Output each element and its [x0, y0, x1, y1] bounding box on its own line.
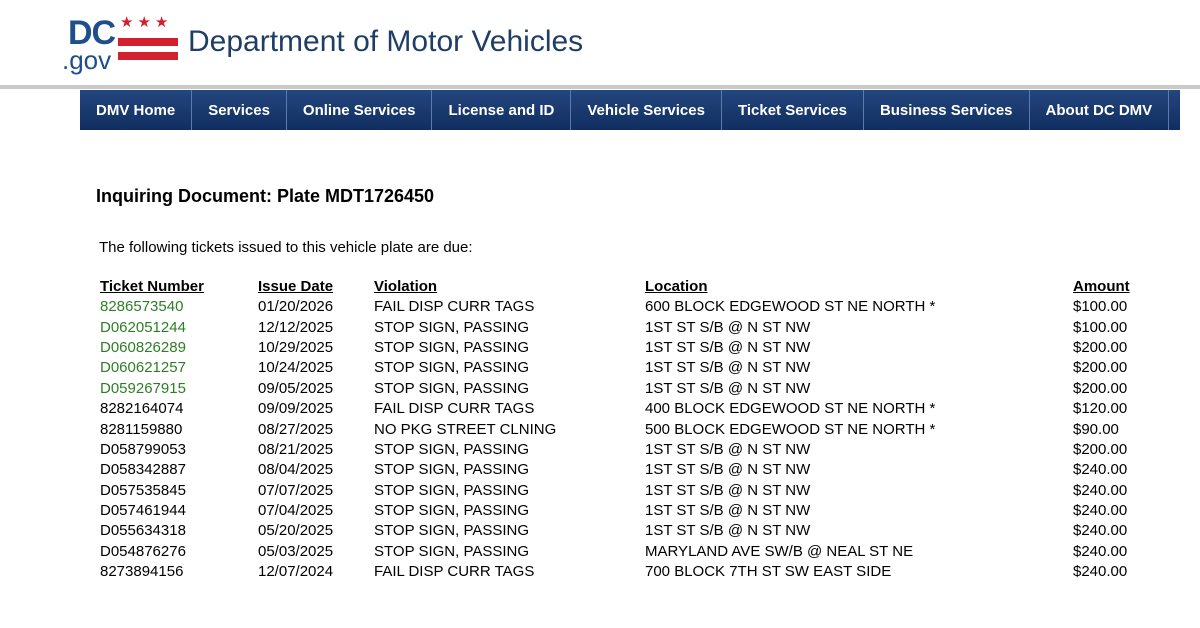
ticket-number-link[interactable]: D060826289: [100, 338, 186, 356]
issue-date-cell: 07/07/2025: [258, 481, 334, 499]
location-cell: 1ST ST S/B @ N ST NW: [645, 440, 811, 458]
violation-cell: STOP SIGN, PASSING: [374, 522, 530, 540]
location-cell: 1ST ST S/B @ N ST NW: [645, 461, 811, 479]
amount-cell: $100.00: [1073, 318, 1128, 336]
logo-flag-bar-top: [118, 38, 178, 46]
nav-item-services[interactable]: Services: [192, 90, 287, 130]
page-title: Inquiring Document: Plate MDT1726450: [96, 186, 435, 206]
amount-cell: $200.00: [1073, 379, 1128, 397]
issue-date-cell: 12/12/2025: [258, 318, 334, 336]
amount-cell: $240.00: [1073, 542, 1128, 560]
table-row: [96, 521, 1139, 541]
location-cell: 1ST ST S/B @ N ST NW: [645, 481, 811, 499]
amount-cell: $240.00: [1073, 563, 1128, 581]
ticket-number-cell: [96, 460, 254, 480]
nav-item-vehicle-services[interactable]: Vehicle Services: [571, 90, 722, 130]
violation-cell: STOP SIGN, PASSING: [374, 502, 530, 520]
violation-cell: STOP SIGN, PASSING: [374, 461, 530, 479]
issue-date-cell: 05/03/2025: [258, 542, 334, 560]
ticket-number-text: D058799053: [100, 440, 186, 458]
ticket-number-text: D055634318: [100, 522, 186, 540]
ticket-number-text: D057461944: [100, 502, 186, 520]
column-header-issue-date: Issue Date: [258, 278, 334, 295]
ticket-number-cell: [96, 419, 254, 439]
issue-date-cell: 05/20/2025: [258, 522, 334, 540]
violation-cell: STOP SIGN, PASSING: [374, 542, 530, 560]
ticket-number-text: 8273894156: [100, 563, 184, 581]
ticket-number-text: D058342887: [100, 461, 186, 479]
ticket-number-link[interactable]: D062051244: [100, 318, 186, 336]
issue-date-cell: 07/04/2025: [258, 502, 334, 520]
column-header-ticket-number: Ticket Number: [100, 278, 204, 295]
table-row: [96, 317, 1139, 337]
ticket-number-text: 8281159880: [100, 420, 183, 438]
issue-date-cell: 08/27/2025: [258, 420, 334, 438]
ticket-number-cell: [96, 379, 254, 399]
table-row: [96, 481, 1139, 501]
ticket-number-text: D057535845: [100, 481, 186, 499]
location-cell: 1ST ST S/B @ N ST NW: [645, 318, 811, 336]
violation-cell: STOP SIGN, PASSING: [374, 379, 530, 397]
amount-cell: $200.00: [1073, 440, 1128, 458]
amount-cell: $200.00: [1073, 359, 1128, 377]
issue-date-cell: 10/24/2025: [258, 359, 334, 377]
amount-cell: $200.00: [1073, 338, 1128, 356]
logo-flag-bar-bottom: [118, 52, 178, 60]
ticket-number-cell: [96, 481, 254, 501]
amount-cell: $240.00: [1073, 502, 1128, 520]
column-header-location: Location: [645, 278, 708, 295]
ticket-number-cell: [96, 440, 254, 460]
ticket-number-cell: [96, 317, 254, 337]
violation-cell: STOP SIGN, PASSING: [374, 338, 530, 356]
table-row: [96, 379, 1139, 399]
nav-item-about-dc-dmv[interactable]: About DC DMV: [1030, 90, 1170, 130]
location-cell: 1ST ST S/B @ N ST NW: [645, 522, 811, 540]
ticket-number-cell: [96, 297, 254, 317]
location-cell: 600 BLOCK EDGEWOOD ST NE NORTH *: [645, 298, 936, 316]
ticket-number-cell: [96, 501, 254, 521]
amount-cell: $240.00: [1073, 522, 1128, 540]
violation-cell: NO PKG STREET CLNING: [374, 420, 557, 438]
site-title: Department of Motor Vehicles: [188, 25, 584, 58]
nav-item-dmv-home[interactable]: DMV Home: [80, 90, 192, 130]
logo-dc-text: DC: [68, 14, 116, 52]
violation-cell: FAIL DISP CURR TAGS: [374, 563, 535, 581]
issue-date-cell: 09/05/2025: [258, 379, 334, 397]
violation-cell: FAIL DISP CURR TAGS: [374, 298, 535, 316]
table-row: [96, 297, 1139, 317]
issue-date-cell: 08/04/2025: [258, 461, 334, 479]
table-row: [96, 419, 1139, 439]
issue-date-cell: 12/07/2024: [258, 563, 334, 581]
nav-item-license-and-id[interactable]: License and ID: [432, 90, 571, 130]
intro-text: The following tickets issued to this vehicle plate are due:: [99, 239, 473, 256]
amount-cell: $240.00: [1073, 481, 1128, 499]
amount-cell: $120.00: [1073, 400, 1128, 418]
column-header-amount: Amount: [1073, 278, 1130, 295]
location-cell: MARYLAND AVE SW/B @ NEAL ST NE: [645, 542, 914, 560]
location-cell: 1ST ST S/B @ N ST NW: [645, 359, 811, 377]
location-cell: 1ST ST S/B @ N ST NW: [645, 379, 811, 397]
violation-cell: STOP SIGN, PASSING: [374, 318, 530, 336]
table-row: [96, 562, 1139, 582]
table-row: [96, 460, 1139, 480]
nav-filler: [1169, 90, 1180, 130]
column-header-violation: Violation: [374, 278, 438, 295]
issue-date-cell: 10/29/2025: [258, 338, 334, 356]
violation-cell: STOP SIGN, PASSING: [374, 440, 530, 458]
site-header: [0, 0, 1200, 86]
issue-date-cell: 01/20/2026: [258, 298, 334, 316]
location-cell: 400 BLOCK EDGEWOOD ST NE NORTH *: [645, 400, 936, 418]
main-nav: [80, 90, 1180, 130]
table-row: [96, 501, 1139, 521]
ticket-number-text: D054876276: [100, 542, 186, 560]
logo-stars-icon: ★★★: [120, 14, 173, 31]
nav-item-ticket-services[interactable]: Ticket Services: [722, 90, 864, 130]
amount-cell: $90.00: [1073, 420, 1119, 438]
ticket-number-cell: [96, 542, 254, 562]
location-cell: 1ST ST S/B @ N ST NW: [645, 502, 811, 520]
ticket-number-link[interactable]: D060621257: [100, 359, 186, 377]
ticket-number-text: 8282164074: [100, 400, 184, 418]
location-cell: 1ST ST S/B @ N ST NW: [645, 338, 811, 356]
nav-item-business-services[interactable]: Business Services: [864, 90, 1030, 130]
location-cell: 500 BLOCK EDGEWOOD ST NE NORTH *: [645, 420, 936, 438]
ticket-number-cell: [96, 399, 254, 419]
issue-date-cell: 09/09/2025: [258, 400, 334, 418]
amount-cell: $100.00: [1073, 298, 1128, 316]
ticket-number-link[interactable]: 8286573540: [100, 298, 184, 316]
logo-gov-text: .gov: [62, 45, 112, 75]
table-row: [96, 399, 1139, 419]
table-row: [96, 542, 1139, 562]
location-cell: 700 BLOCK 7TH ST SW EAST SIDE: [645, 563, 892, 581]
ticket-number-cell: [96, 358, 254, 378]
tickets-table-body: [96, 297, 1139, 582]
ticket-number-cell: [96, 521, 254, 541]
table-header-row: [96, 277, 1139, 297]
table-row: [96, 440, 1139, 460]
violation-cell: STOP SIGN, PASSING: [374, 359, 530, 377]
violation-cell: FAIL DISP CURR TAGS: [374, 400, 535, 418]
header-divider: [0, 85, 1200, 89]
ticket-number-cell: [96, 338, 254, 358]
table-row: [96, 358, 1139, 378]
ticket-number-link[interactable]: D059267915: [100, 379, 186, 397]
tickets-table: [96, 277, 1139, 582]
ticket-number-cell: [96, 562, 254, 582]
table-row: [96, 338, 1139, 358]
nav-item-online-services[interactable]: Online Services: [287, 90, 433, 130]
dc-gov-logo[interactable]: [62, 14, 182, 74]
amount-cell: $240.00: [1073, 461, 1128, 479]
issue-date-cell: 08/21/2025: [258, 440, 334, 458]
violation-cell: STOP SIGN, PASSING: [374, 481, 530, 499]
